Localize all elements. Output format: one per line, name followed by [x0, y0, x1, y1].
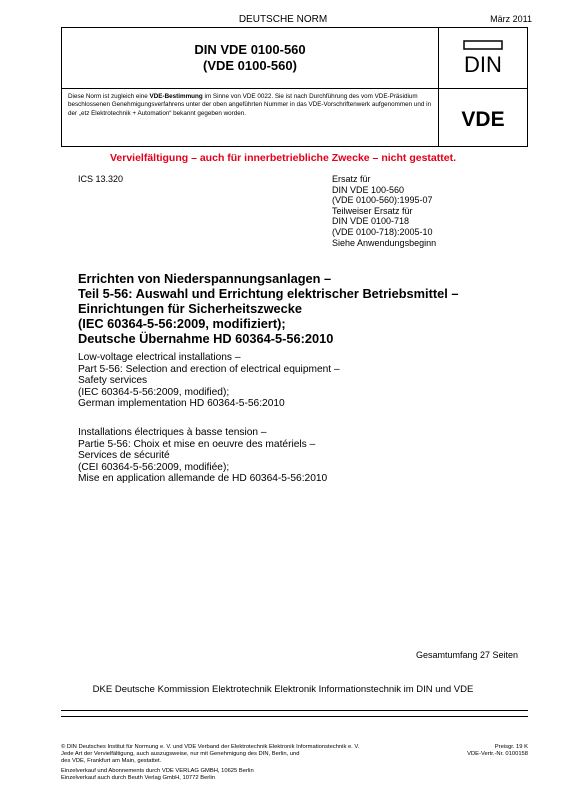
german-title-line: Deutsche Übernahme HD 60364-5-56:2010 — [78, 331, 334, 346]
sales-line: Einzelverkauf auch durch Beuth Verlag GmbH, 10772 Berlin — [61, 774, 216, 781]
replaces-line: Siehe Anwendungsbeginn — [332, 237, 437, 248]
vde-logo-cell — [439, 89, 527, 146]
replaces-line: (VDE 0100-560):1995-07 — [332, 195, 433, 206]
standard-number: DIN VDE 0100-560 — [194, 42, 306, 57]
price-info — [467, 744, 528, 758]
sales-info — [61, 768, 254, 782]
vde-number: (VDE 0100-560) — [203, 58, 297, 73]
vde-regulation-note — [62, 89, 439, 146]
english-title — [78, 352, 340, 410]
copyright-line: © DIN Deutsches Institut für Normung e. V. und VDE Verband der Elektrotechnik Elektronik Informationstechnik e. V. — [61, 744, 360, 750]
replacement-info — [332, 174, 436, 248]
replaces-line: (VDE 0100-718):2005-10 — [332, 226, 433, 237]
english-title-line: Part 5-56: Selection and erection of electrical equipment – — [78, 363, 340, 375]
replaces-line: Ersatz für — [332, 174, 371, 184]
price-group: Preisgr. 19 K — [494, 744, 528, 750]
note-text-start: Diese Norm ist zugleich eine — [68, 93, 150, 100]
french-title-line: Installations électriques à basse tension – — [78, 427, 267, 438]
order-number: VDE-Vertr.-Nr. 0100158 — [467, 750, 528, 757]
copyright-line: des VDE, Frankfurt am Main, gestattet. — [61, 757, 162, 764]
replaces-line: DIN VDE 0100-718 — [332, 216, 410, 227]
standard-title-box — [62, 28, 439, 88]
german-title-line: (IEC 60364-5-56:2009, modifiziert); — [78, 316, 286, 331]
footer-divider-secondary — [61, 716, 528, 717]
english-title-line: German implementation HD 60364-5-56:2010 — [78, 398, 285, 410]
header-title-row — [62, 28, 527, 89]
header-note-row — [62, 89, 527, 146]
german-title — [78, 271, 458, 346]
norm-type-label: DEUTSCHE NORM — [238, 14, 328, 25]
vde-logo-text: VDE — [461, 107, 505, 129]
header-frame — [61, 27, 528, 147]
german-title-line: Errichten von Niederspannungsanlagen – — [78, 271, 332, 286]
footer-divider — [61, 710, 528, 711]
french-title-line: Services de sécurité — [78, 450, 170, 462]
english-title-line: Low-voltage electrical installations – — [78, 352, 241, 363]
note-text-bold: VDE-Bestimmung — [149, 93, 203, 100]
dke-commission: DKE Deutsche Kommission Elektrotechnik Elektronik Informationstechnik im DIN und VDE — [92, 684, 474, 695]
english-title-line: Safety services — [78, 375, 148, 387]
vde-logo-icon — [451, 107, 515, 129]
din-logo-text: DIN — [464, 52, 502, 76]
copyright-line: Jede Art der Vervielfältigung, auch auszugsweise, nur mit Genehmigung des DIN, Berlin, und — [61, 750, 300, 757]
total-pages: Gesamtumfang 27 Seiten — [415, 650, 518, 660]
copy-warning: Vervielfältigung – auch für innerbetriebliche Zwecke – nicht gestattet. — [109, 152, 456, 164]
french-title-line: (CEI 60364-5-56:2009, modifiée); — [78, 461, 230, 473]
copyright-notice — [61, 744, 421, 765]
replaces-line: Teilweiser Ersatz für — [332, 205, 413, 216]
french-title — [78, 427, 327, 485]
note-text-end: im Sinne von VDE 0022. Sie ist nach Durchführung des vom VDE-Präsidium beschlossenen Genehmigungsverfahrens unter der oben angeführten Nummer in das VDE-Vorschriftenwerk aufgenommen und in der „etz Elektrotechnik + Automation“ bekannt gegeben worden. — [68, 93, 431, 117]
german-title-line: Einrichtungen für Sicherheitszwecke — [78, 301, 303, 316]
ics-code: ICS 13.320 — [78, 174, 124, 184]
french-title-line: Mise en application allemande de HD 60364-5-56:2010 — [78, 473, 328, 485]
din-logo-icon — [463, 40, 503, 76]
publication-date: März 2011 — [490, 14, 532, 24]
french-title-line: Partie 5-56: Choix et mise en oeuvre des matériels – — [78, 438, 316, 450]
english-title-line: (IEC 60364-5-56:2009, modified); — [78, 386, 230, 398]
replaces-line: DIN VDE 100-560 — [332, 184, 405, 195]
sales-line: Einzelverkauf und Abonnements durch VDE VERLAG GMBH, 10625 Berlin — [61, 768, 254, 774]
din-logo-cell — [439, 28, 527, 88]
german-title-line: Teil 5-56: Auswahl und Errichtung elektrischer Betriebsmittel – — [78, 286, 459, 301]
